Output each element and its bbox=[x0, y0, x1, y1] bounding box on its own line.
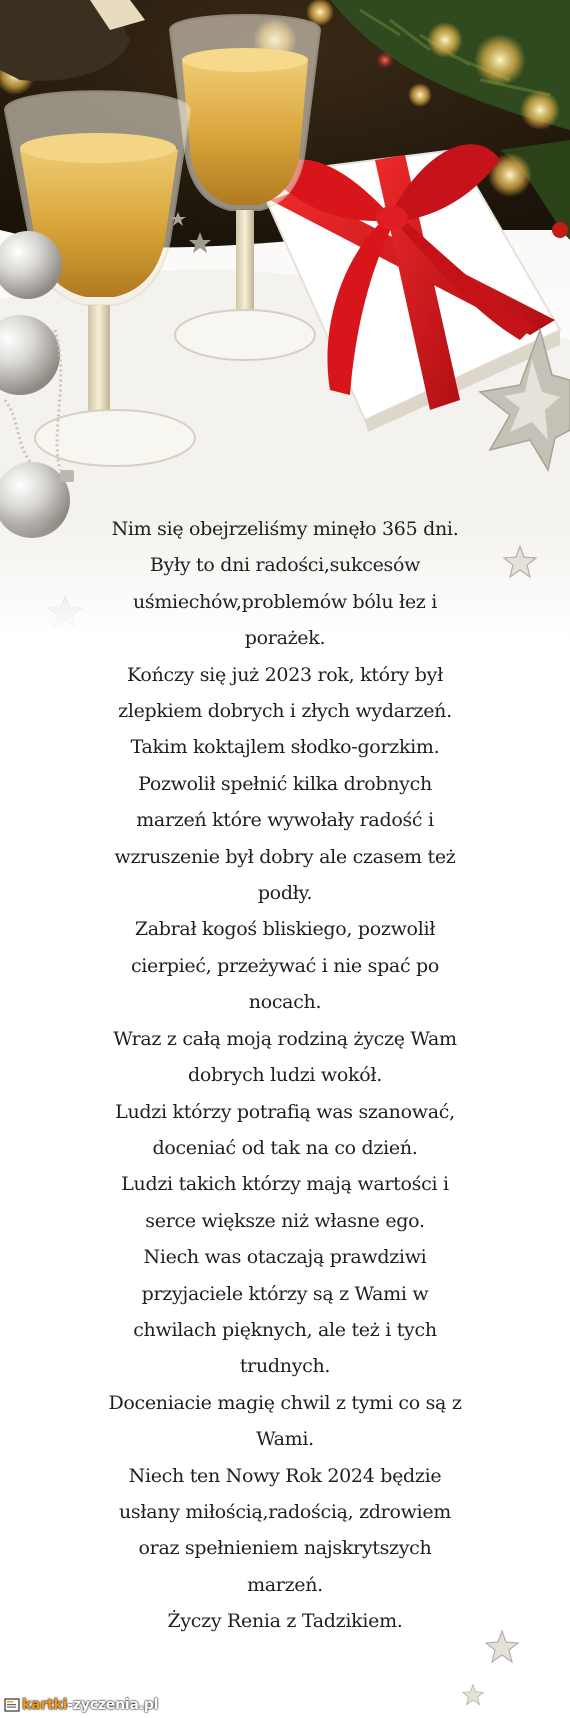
greeting-line: Niech was otaczają prawdziwi bbox=[143, 1246, 427, 1269]
greeting-line: oraz spełnieniem najskrytszych bbox=[138, 1537, 432, 1560]
greeting-line: porażek. bbox=[244, 627, 326, 650]
greeting-line: Pozwolił spełnić kilka drobnych bbox=[138, 772, 432, 795]
greeting-line: uśmiechów,problemów bólu łez i bbox=[132, 590, 438, 613]
greeting-line: Ludzi którzy potrafią was szanować, bbox=[115, 1100, 455, 1123]
greeting-line: Wami. bbox=[256, 1428, 314, 1451]
greeting-line: dobrych ludzi wokół. bbox=[188, 1064, 382, 1087]
silver-star-icon bbox=[462, 1684, 484, 1706]
greeting-line: usłany miłością,radością, zdrowiem bbox=[119, 1500, 451, 1523]
greeting-line: Życzy Renia z Tadzikiem. bbox=[167, 1610, 403, 1633]
watermark-domain: -zyczenia.pl bbox=[67, 1697, 159, 1713]
greeting-line: Takim koktajlem słodko-gorzkim. bbox=[130, 736, 440, 759]
greeting-line: Zabrał kogoś bliskiego, pozwolił bbox=[134, 918, 436, 941]
silver-star-icon bbox=[503, 545, 537, 579]
greeting-line: zlepkiem dobrych i złych wydarzeń. bbox=[118, 700, 452, 723]
greeting-line: Doceniacie magię chwil z tymi co są z bbox=[108, 1391, 462, 1414]
greeting-line: Kończy się już 2023 rok, który był bbox=[127, 663, 443, 686]
watermark[interactable] bbox=[4, 1695, 158, 1715]
greeting-line: wzruszenie był dobry ale czasem też bbox=[114, 845, 456, 868]
greeting-line: Ludzi takich którzy mają wartości i bbox=[121, 1173, 449, 1196]
greeting-line: marzeń które wywołały radość i bbox=[136, 809, 434, 832]
greeting-line: przyjaciele którzy są z Wami w bbox=[141, 1282, 429, 1305]
greeting-line: Nim się obejrzeliśmy minęło 365 dni. bbox=[111, 518, 459, 540]
watermark-brand: kartki bbox=[22, 1697, 68, 1713]
card-icon bbox=[4, 1697, 20, 1713]
greeting-line: marzeń. bbox=[247, 1573, 323, 1596]
greeting-line: nocach. bbox=[248, 991, 322, 1014]
greeting-line: cierpieć, przeżywać i nie spać po bbox=[130, 954, 440, 977]
silver-star-icon bbox=[485, 1630, 519, 1664]
greeting-line: podły. bbox=[257, 882, 313, 905]
greeting-line: serce większe niż własne ego. bbox=[145, 1209, 425, 1232]
greeting-line: Niech ten Nowy Rok 2024 będzie bbox=[128, 1464, 442, 1487]
greeting-line: trudnych. bbox=[239, 1355, 331, 1378]
greeting-line: doceniać od tak na co dzień. bbox=[152, 1136, 418, 1159]
greeting-line: Wraz z całą moją rodziną życzę Wam bbox=[113, 1027, 457, 1050]
greeting-line: Były to dni radości,sukcesów bbox=[149, 554, 421, 577]
greeting-text bbox=[95, 511, 475, 1640]
greeting-line: chwilach pięknych, ale też i tych bbox=[133, 1318, 437, 1341]
